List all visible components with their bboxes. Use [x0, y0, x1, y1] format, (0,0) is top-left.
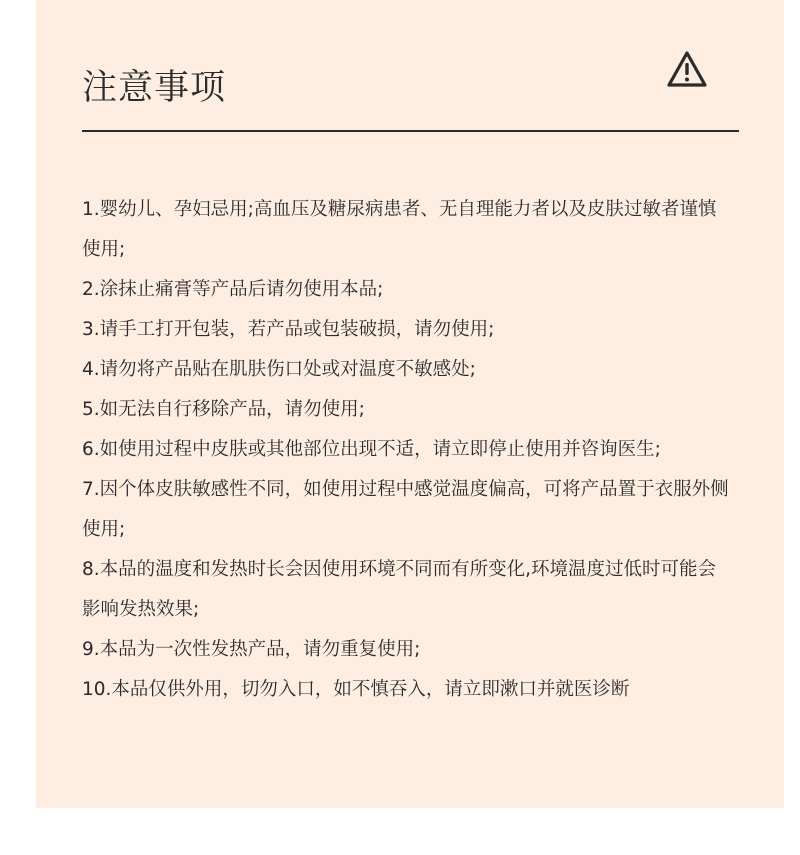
notice-item-10: 10.本品仅供外用，切勿入口，如不慎吞入，请立即漱口并就医诊断: [82, 679, 630, 700]
notice-item-6: 6.如使用过程中皮肤或其他部位出现不适，请立即停止使用并咨询医生;: [82, 439, 661, 460]
page-title: 注意事项: [82, 68, 227, 108]
notice-item-5: 5.如无法自行移除产品，请勿使用;: [82, 399, 365, 420]
notice-item-4: 4.请勿将产品贴在肌肤伤口处或对温度不敏感处;: [82, 359, 476, 380]
notice-item-2: 2.涂抹止痛膏等产品后请勿使用本品;: [82, 279, 384, 300]
title-divider: [82, 130, 739, 132]
notice-list: [82, 190, 732, 710]
notice-panel: [36, 0, 784, 808]
notice-item-3: 3.请手工打开包装，若产品或包装破损，请勿使用;: [82, 319, 495, 340]
warning-triangle-icon: [666, 50, 708, 88]
notice-item-9: 9.本品为一次性发热产品，请勿重复使用;: [82, 639, 421, 660]
notice-item-1: 1.婴幼儿、孕妇忌用;高血压及糖尿病患者、无自理能力者以及皮肤过敏者谨慎使用;: [82, 199, 717, 260]
notice-item-7: 7.因个体皮肤敏感性不同，如使用过程中感觉温度偏高，可将产品置于衣服外侧使用;: [82, 479, 729, 540]
notice-item-8: 8.本品的温度和发热时长会因使用环境不同而有所变化,环境温度过低时可能会影响发热效果;: [82, 559, 717, 620]
